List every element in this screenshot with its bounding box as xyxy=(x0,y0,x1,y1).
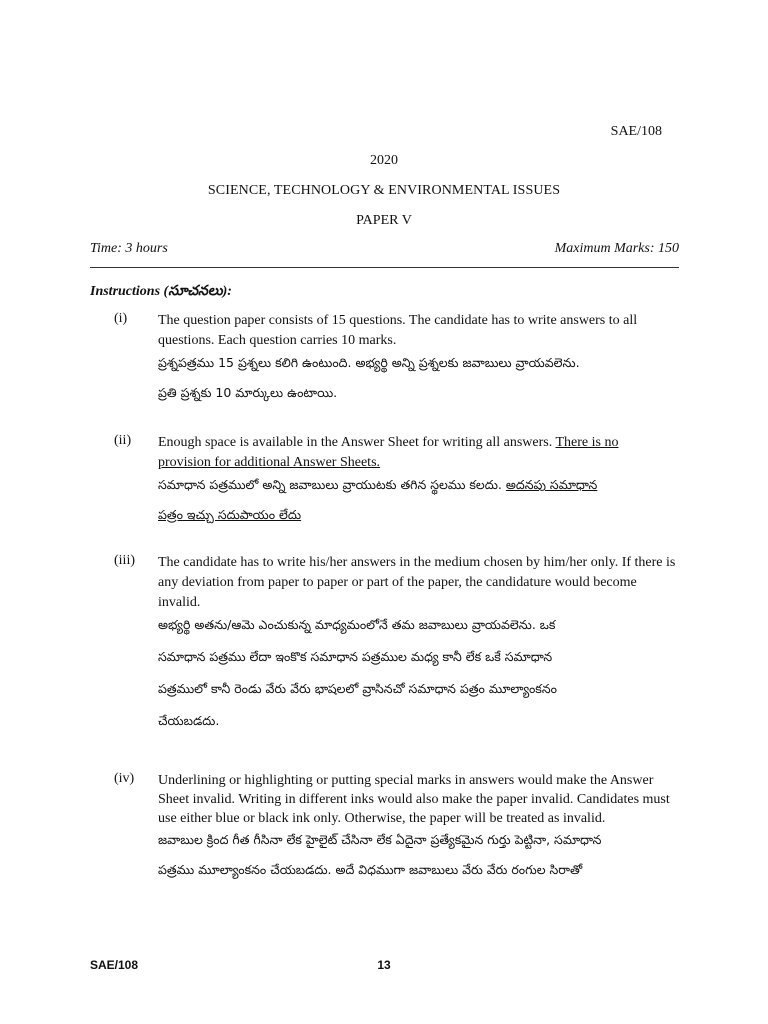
item-telugu-text: చేయబడదు. xyxy=(158,713,220,728)
underlined-text: provision for additional Answer Sheets. xyxy=(158,455,381,470)
item-english-text: The question paper consists of 15 questions. The candidate has to write answers to all questions. Each question carries 10 marks. xyxy=(158,313,638,348)
item-telugu-text: పత్రములో కానీ రెండు వేరు వేరు భాషలలో వ్రాసినచో సమాధాన పత్రం మూల్యాంకనం xyxy=(158,681,557,696)
item-english-text xyxy=(158,433,680,473)
paper-code: SAE/108 xyxy=(610,124,662,139)
item-telugu-text: అభ్యర్థి అతను/ఆమె ఎంచుకున్న మాధ్యమంలోనే తమ జవాబులు వ్రాయవలెను. ఒక xyxy=(158,617,556,632)
underlined-text: పత్రం ఇచ్చు సదుపాయం లేదు xyxy=(158,507,302,522)
item-number: (iv) xyxy=(114,771,135,786)
separator-rule xyxy=(90,267,679,268)
item-telugu-text: ప్రశ్నపత్రము 15 ప్రశ్నలు కలిగి ఉంటుంది. అభ్యర్థి అన్ని ప్రశ్నలకు జవాబులు వ్రాయవలెను. xyxy=(158,355,580,370)
item-body xyxy=(158,553,680,731)
item-telugu-text-part: సమాధాన పత్రములో అన్ని జవాబులు వ్రాయుటకు తగిన స్థలము కలదు. xyxy=(158,477,506,492)
item-body xyxy=(158,433,680,525)
item-telugu-text: జవాబుల క్రింద గీత గీసినా లేక హైలైట్ చేసినా లేక ఏదైనా ప్రత్యేకమైన గుర్తు పెట్టినా, సమాధాన xyxy=(158,832,602,847)
underlined-text: అదనపు సమాధాన xyxy=(505,477,598,492)
page-number: 13 xyxy=(377,958,391,972)
item-telugu-text: పత్రము మూల్యాంకనం చేయబడదు. అదే విధముగా జవాబులు వేరు వేరు రంగుల సిరాతో xyxy=(158,862,583,877)
item-body xyxy=(158,311,680,403)
item-english-text-part: Enough space is available in the Answer Sheet for writing all answers. xyxy=(158,435,556,450)
item-body xyxy=(158,771,680,880)
item-telugu-text: సమాధాన పత్రము లేదా ఇంకొక సమాధాన పత్రముల మధ్య కానీ లేక ఒకే సమాధాన xyxy=(158,649,553,664)
exam-year: 2020 xyxy=(370,153,398,168)
paper-number: PAPER V xyxy=(356,213,412,228)
item-english-text: Underlining or highlighting or putting special marks in answers would make the Answer Sheet invalid. Writing in different inks would also make the paper invalid. Candidates must use either blue or black ink only. Otherwise, the paper will be treated as invalid. xyxy=(158,773,670,826)
item-number: (ii) xyxy=(114,433,132,448)
item-number: (iii) xyxy=(114,553,135,568)
underlined-text: There is no xyxy=(555,435,619,450)
item-telugu-text xyxy=(158,475,680,495)
item-english-text: The candidate has to write his/her answers in the medium chosen by him/her only. If there is any deviation from paper to paper or part of the paper, the candidature would become invalid. xyxy=(158,555,676,610)
item-telugu-text: ప్రతి ప్రశ్నకు 10 మార్కులు ఉంటాయి. xyxy=(158,385,338,400)
time-allowed: Time: 3 hours xyxy=(90,241,168,256)
item-number: (i) xyxy=(114,311,128,326)
footer-paper-code: SAE/108 xyxy=(90,958,139,972)
item-telugu-text xyxy=(158,505,680,525)
maximum-marks: Maximum Marks: 150 xyxy=(554,241,679,256)
time-marks-row xyxy=(90,241,679,257)
subject-title: SCIENCE, TECHNOLOGY & ENVIRONMENTAL ISSUES xyxy=(207,183,561,198)
instructions-heading: Instructions (సూచనలు): xyxy=(90,284,232,299)
